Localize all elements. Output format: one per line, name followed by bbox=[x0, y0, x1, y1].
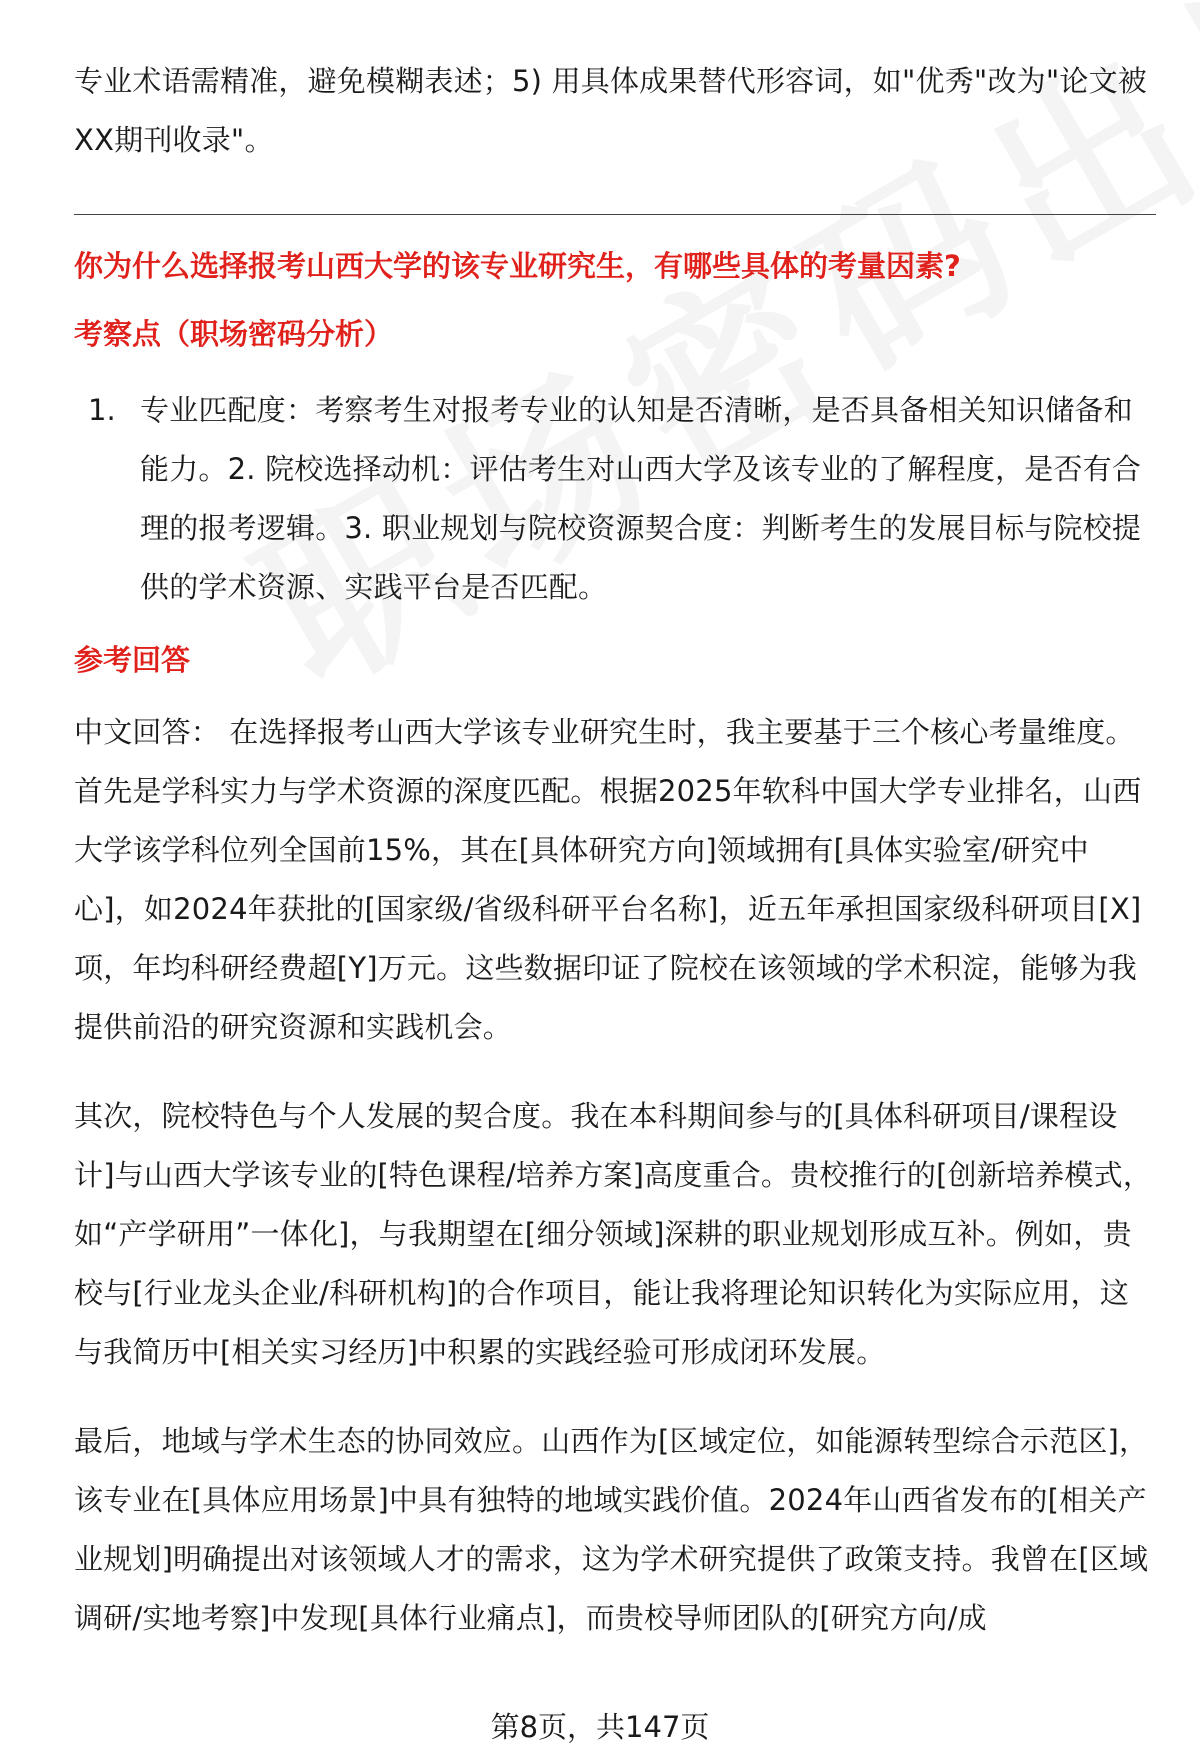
document-page bbox=[74, 52, 1156, 1648]
intro-paragraph: 专业术语需精准，避免模糊表述；5) 用具体成果替代形容词，如"优秀"改为"论文被XX期刊收录"。 bbox=[74, 64, 1148, 157]
answer-paragraph-3: 最后，地域与学术生态的协同效应。山西作为[区域定位，如能源转型综合示范区]，该专业在[具体应用场景]中具有独特的地域实践价值。2024年山西省发布的[相关产业规划]明确提出对该领域人才的需求，这为学术研究提供了政策支持。我曾在[区域调研/实地考察]中发现[具体行业痛点]，而贵校导师团队的[研究方向/成 bbox=[74, 1424, 1149, 1635]
section-divider bbox=[74, 214, 1156, 215]
answer-block bbox=[74, 703, 1156, 1648]
answer-paragraph-1: 中文回答： 在选择报考山西大学该专业研究生时，我主要基于三个核心考量维度。首先是学科实力与学术资源的深度匹配。根据2025年软科中国大学专业排名，山西大学该学科位列全国前15%，其在[具体研究方向]领域拥有[具体实验室/研究中心]，如2024年获批的[国家级/省级科研平台名称]，近五年承担国家级科研项目[X]项，年均科研经费超[Y]万元。这些数据印证了院校在该领域的学术积淀，能够为我提供前沿的研究资源和实践机会。 bbox=[74, 715, 1142, 1044]
page-footer: 第8页，共147页 bbox=[490, 1710, 710, 1744]
reference-heading: 参考回答 bbox=[74, 643, 191, 677]
list-number: 1. bbox=[88, 393, 116, 427]
assessment-heading: 考察点（职场密码分析） bbox=[74, 317, 394, 351]
assessment-list bbox=[74, 381, 1156, 617]
list-item-text: 专业匹配度：考察考生对报考专业的认知是否清晰，是否具备相关知识储备和能力。2. 院校选择动机：评估考生对山西大学及该专业的了解程度，是否有合理的报考逻辑。3. 职业规划与院校资源契合度：判断考生的发展目标与院校提供的学术资源、实践平台是否匹配。 bbox=[140, 393, 1142, 604]
question-heading: 你为什么选择报考山西大学的该专业研究生，有哪些具体的考量因素? bbox=[74, 249, 961, 283]
answer-paragraph-2: 其次，院校特色与个人发展的契合度。我在本科期间参与的[具体科研项目/课程设计]与山西大学该专业的[特色课程/培养方案]高度重合。贵校推行的[创新培养模式，如“产学研用”一体化]，与我期望在[细分领域]深耕的职业规划形成互补。例如，贵校与[行业龙头企业/科研机构]的合作项目，能让我将理论知识转化为实际应用，这与我简历中[相关实习经历]中积累的实践经验可形成闭环发展。 bbox=[74, 1099, 1153, 1369]
